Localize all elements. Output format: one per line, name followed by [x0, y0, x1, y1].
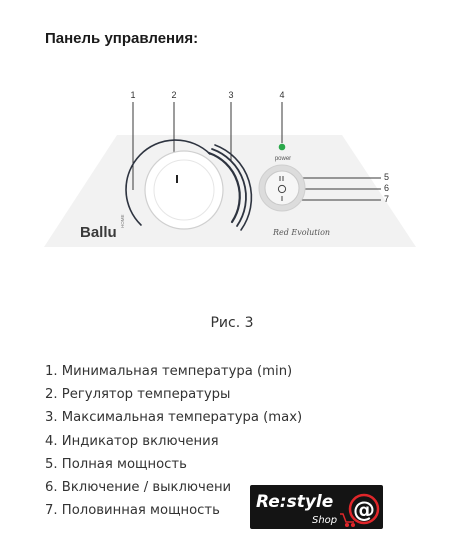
power-rocker-switch — [259, 165, 305, 211]
temperature-knob — [145, 151, 223, 229]
callout-1: 1 — [130, 90, 136, 100]
callout-2: 2 — [171, 90, 177, 100]
legend-item: 1. Минимальная температура (min) — [45, 364, 293, 379]
legend-item: 7. Половинная мощность — [45, 503, 220, 519]
control-panel-diagram — [0, 80, 464, 260]
series-script-name: Red Evolution — [273, 228, 331, 237]
callout-6: 6 — [384, 183, 390, 193]
badge-brand-text: Re:style — [256, 492, 334, 512]
legend-item: 3. Максимальная температура (max) — [45, 410, 303, 426]
legend-item: 4. Индикатор включения — [45, 433, 219, 449]
callout-4: 4 — [279, 90, 285, 100]
power-indicator-led — [279, 144, 286, 151]
callout-7: 7 — [384, 194, 390, 204]
legend-item: 5. Полная мощность — [45, 456, 187, 472]
figure-caption: Рис. 3 — [210, 315, 254, 331]
callout-3: 3 — [228, 90, 234, 100]
badge-at-sign: @ — [353, 498, 375, 523]
power-label: power — [274, 156, 292, 162]
legend-item: 2. Регулятор температуры — [45, 387, 231, 403]
page-title: Панель управления: — [45, 30, 199, 47]
brand-sub-logo: HOME — [120, 214, 125, 228]
callout-5: 5 — [384, 172, 390, 182]
legend-item: 6. Включение / выключени — [45, 480, 232, 496]
restyle-shop-logo — [250, 485, 383, 529]
badge-sub-text: Shop — [312, 515, 338, 526]
brand-logo: Ballu — [80, 224, 117, 241]
